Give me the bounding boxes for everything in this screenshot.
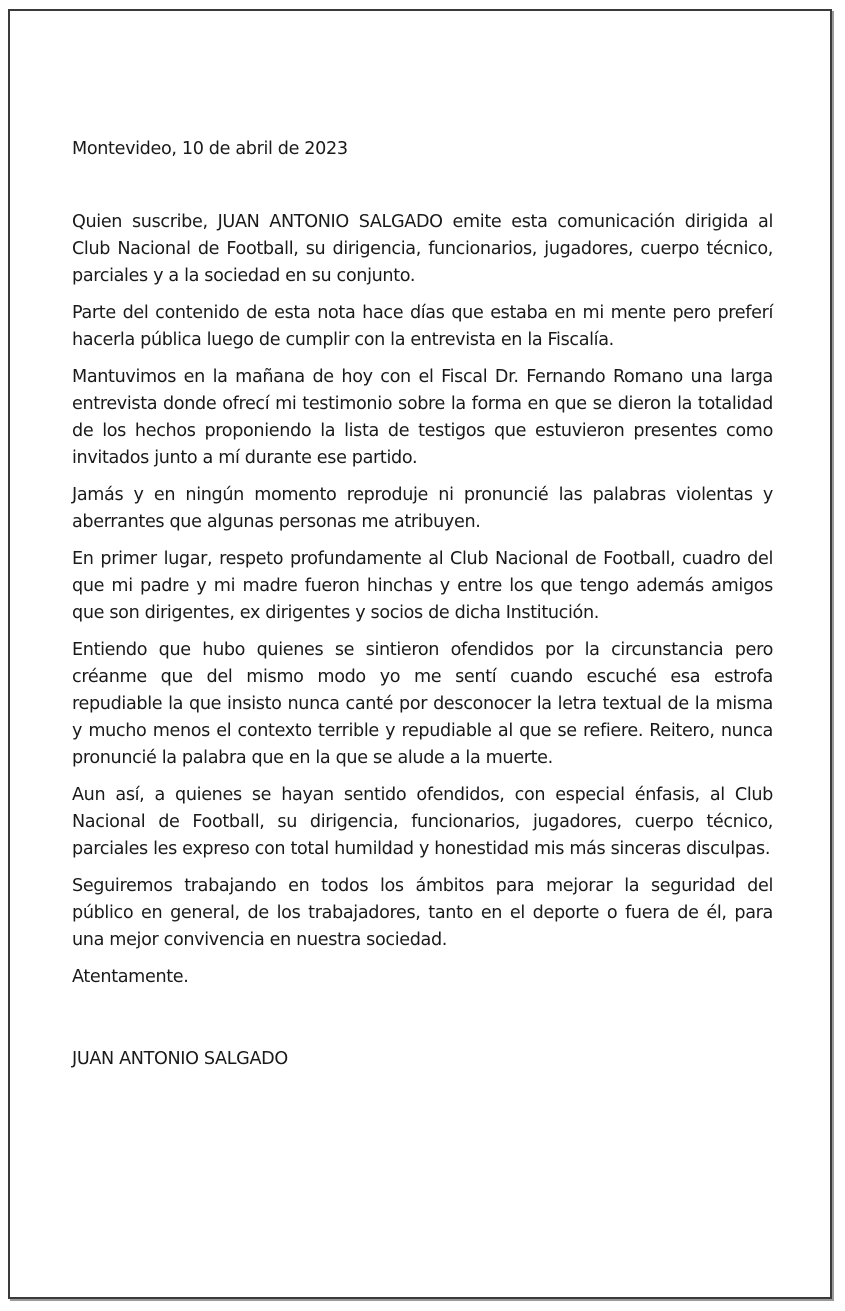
signature-name: JUAN ANTONIO SALGADO xyxy=(72,1049,288,1069)
letter-body xyxy=(72,136,773,1091)
paragraph: En primer lugar, respeto profundamente al Club Nacional de Football, cuadro del que mi padre y mi madre fueron hinchas y entre los que tengo además amigos que son dirigentes, ex dirigentes y socios de dicha Institución. xyxy=(72,549,773,623)
closing-line: Atentamente. xyxy=(72,967,189,987)
paragraph: Aun así, a quienes se hayan sentido ofendidos, con especial énfasis, al Club Nacional de Football, su dirigencia, funcionarios, jugadores, cuerpo técnico, parciales les expreso con total humildad y honestidad mis más sinceras disculpas. xyxy=(72,785,773,859)
paragraph: Parte del contenido de esta nota hace días que estaba en mi mente pero preferí hacerla pública luego de cumplir con la entrevista en la Fiscalía. xyxy=(72,303,773,350)
paragraph: Mantuvimos en la mañana de hoy con el Fiscal Dr. Fernando Romano una larga entrevista donde ofrecí mi testimonio sobre la forma en que se dieron la totalidad de los hechos proponiendo la lista de testigos que estuvieron presentes como invitados junto a mí durante ese partido. xyxy=(72,367,773,468)
paragraph: Seguiremos trabajando en todos los ámbitos para mejorar la seguridad del público en general, de los trabajadores, tanto en el deporte o fuera de él, para una mejor convivencia en nuestra sociedad. xyxy=(72,876,773,950)
paragraph: Quien suscribe, JUAN ANTONIO SALGADO emite esta comunicación dirigida al Club Nacional de Football, su dirigencia, funcionarios, jugadores, cuerpo técnico, parciales y a la sociedad en su conjunto. xyxy=(72,212,773,286)
letter-page xyxy=(8,9,832,1299)
paragraph: Entiendo que hubo quienes se sintieron ofendidos por la circunstancia pero créanme que del mismo modo yo me sentí cuando escuché esa estrofa repudiable la que insisto nunca canté por desconocer la letra textual de la misma y mucho menos el contexto terrible y repudiable al que se refiere. Reitero, nunca pronuncié la palabra que en la que se alude a la muerte. xyxy=(72,640,773,768)
date-line: Montevideo, 10 de abril de 2023 xyxy=(72,139,348,159)
paragraph: Jamás y en ningún momento reproduje ni pronuncié las palabras violentas y aberrantes que algunas personas me atribuyen. xyxy=(72,485,773,532)
